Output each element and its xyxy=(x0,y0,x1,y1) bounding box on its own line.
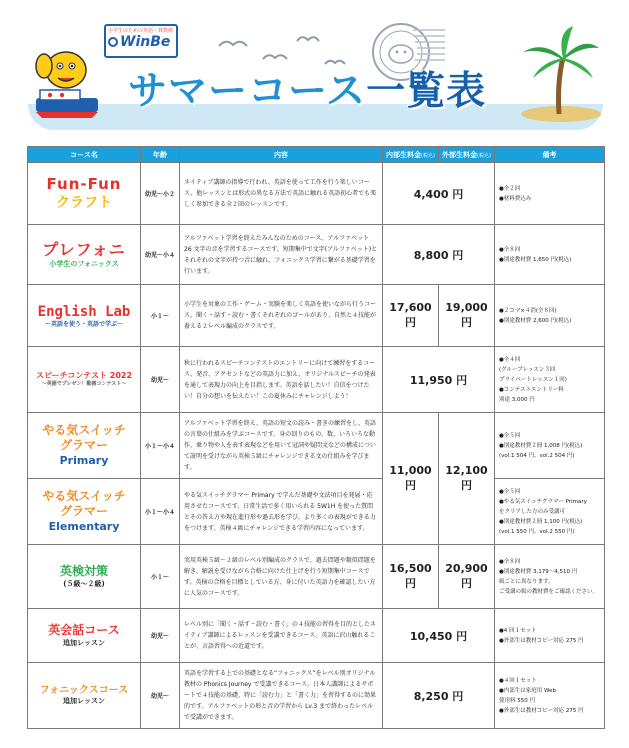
table-row xyxy=(28,479,605,545)
note-line: 使用料 550 円 xyxy=(499,697,535,704)
logo-brand: WinBe xyxy=(120,34,171,50)
fee-external-label: 外部生料金 xyxy=(442,150,478,159)
course-table xyxy=(27,146,605,729)
table-row xyxy=(28,347,605,413)
course-name-cell xyxy=(28,609,141,663)
course-notes xyxy=(495,413,605,479)
course-content: やる気スイッチグラマー Primary で学んだ基礎や文法項目を発展・応用させたコースです。日常生活で多く用いられる 5W1H を使った質問とその答え方や現在進行形や過去形を学び、より多くの表現ができる力をつけます。英検４級にチャレンジできる学習内容になっています。 xyxy=(180,479,383,545)
table-row xyxy=(28,225,605,285)
note-line: ●やる気スイッチグラマー Primary xyxy=(499,498,587,505)
note-line: ご受講の級の教材費をご確認ください。 xyxy=(499,588,599,595)
page-header xyxy=(0,0,629,130)
course-notes xyxy=(495,609,605,663)
column-header-fee-internal xyxy=(383,147,439,163)
course-fee: 8,800 円 xyxy=(383,225,495,285)
note-line: をクリアした方のみ受講可 xyxy=(499,508,566,515)
table-row xyxy=(28,663,605,729)
fee-internal-tax: (税込) xyxy=(421,152,435,159)
course-content: アルファベット学習を終え、英語の短文の読み・書きの練習をし、英語の言葉の仕組みを学ぶコースです。身の回りのもの、数、いろいろな動作、乗り物や人を表す表現などを用いて冠詞や疑問文などの構成について説明を受けながら英検５級にチャレンジできる文の仕組みを学びます。 xyxy=(180,413,383,479)
course-content: ネイティブ講師の指導で行われ、英語を使って工作を行う楽しいコース。他レッスンとは形式の異なる方法で英語に触れる英語初心者でも楽しく参加できる全２回のレッスンです。 xyxy=(180,163,383,225)
course-name: 英会話コース xyxy=(48,623,120,638)
course-name: フォニックスコース xyxy=(39,685,129,697)
fee-internal-label: 内部生料金 xyxy=(386,150,422,159)
course-notes xyxy=(495,545,605,609)
course-subtitle: 小学生のフォニックス xyxy=(49,260,119,269)
note-line: ●全５回 xyxy=(499,488,521,495)
note-line: ●全４回 xyxy=(499,356,521,363)
course-age: 小１～ xyxy=(141,285,180,347)
course-subtitle: 追加レッスン xyxy=(63,638,105,647)
course-name-cell xyxy=(28,285,141,347)
course-age: 幼児～ xyxy=(141,609,180,663)
shared-fee-internal: 11,000 円 xyxy=(383,413,439,545)
course-content: 実用英検５級～２級のレベル別編成のクラスで、過去問題や類似問題を解き、解説を受けながら合格に向けた仕上げを行う短期集中コースです。英検の合格を目標としている方、身に付いた英語力を確認したい方に人気のコースです。 xyxy=(180,545,383,609)
column-header-name: コース名 xyxy=(28,147,141,163)
note-line: ●別途教材費 1,650 円(税込) xyxy=(499,256,572,263)
column-header-notes: 備考 xyxy=(495,147,605,163)
course-age: 幼児～ xyxy=(141,663,180,729)
course-fee-internal: 16,500 円 xyxy=(383,545,439,609)
note-line: ●別途教材費２冊 1,100 円(税込) xyxy=(499,518,583,525)
note-line: (vol.1 504 円、vol.2 504 円) xyxy=(499,452,575,459)
course-name: 英検対策 xyxy=(59,564,108,579)
course-fee: 4,400 円 xyxy=(383,163,495,225)
course-level: Elementary xyxy=(48,519,120,533)
course-age: 幼児～ xyxy=(141,347,180,413)
course-notes xyxy=(495,347,605,413)
course-name-cell xyxy=(28,413,141,479)
course-notes xyxy=(495,479,605,545)
note-line: ●コンテストエントリー料 xyxy=(499,386,564,393)
note-line: ●全８回 xyxy=(499,558,521,565)
course-name-cell xyxy=(28,225,141,285)
course-name: Fun-Fun xyxy=(46,174,122,193)
course-content: 英語を学習する上での基礎となる“フォニックス”をレベル別オリジナル教材の Phonics Journey で受講できるコース。日本人講師によるサポートで４技能の基礎、特に「読む力」と「書く力」を習得するのに効果的です。アルファベットの形と音の学習から Lv.3 まで終わったレベルで受講ができます。 xyxy=(180,663,383,729)
course-notes xyxy=(495,163,605,225)
seagull-icon xyxy=(296,34,320,46)
course-notes xyxy=(495,225,605,285)
course-subtitle: 追加レッスン xyxy=(63,697,105,706)
page-title xyxy=(128,60,486,116)
course-content: 小学生を対象の工作・ゲーム・実験を楽しく英語を使いながら行うコース。聞く・話す・読む・書くそれぞれのゴールがあり、自然と４技能が養える２レベル編成のクラスです。 xyxy=(180,285,383,347)
note-line: ●全２回 xyxy=(499,185,521,192)
column-header-content: 内容 xyxy=(180,147,383,163)
course-fee-external: 19,000 円 xyxy=(439,285,495,347)
table-row xyxy=(28,413,605,479)
note-line: ●別途教材費２冊 1,008 円(税込) xyxy=(499,442,583,449)
note-line: (vol.1 550 円、vol.2 550 円) xyxy=(499,528,575,535)
note-line: ●２コマ×４消(全８回) xyxy=(499,307,557,314)
note-line: ●全８回 xyxy=(499,246,521,253)
course-age: 小１～ xyxy=(141,545,180,609)
course-name-cell xyxy=(28,163,141,225)
course-age: 小１～小４ xyxy=(141,479,180,545)
mascot-icon xyxy=(30,40,110,120)
table-row xyxy=(28,609,605,663)
table-row xyxy=(28,285,605,347)
note-line: 別途 3,000 円 xyxy=(499,396,535,403)
course-subtitle: (５級～２級) xyxy=(63,579,105,588)
course-name: やる気スイッチ xyxy=(42,488,126,503)
course-age: 小１～小４ xyxy=(141,413,180,479)
palm-island-icon xyxy=(513,22,603,122)
logo-tagline: 小学生のための英語・算数塾 xyxy=(108,28,174,34)
column-header-fee-external xyxy=(439,147,495,163)
course-notes xyxy=(495,663,605,729)
course-name-text: プレフォニ xyxy=(42,239,126,259)
course-subtitle: ～英語を使う・英語で学ぶ～ xyxy=(44,320,123,328)
course-fee: 8,250 円 xyxy=(383,663,495,729)
title-main: サマーコース xyxy=(128,69,367,114)
note-line: ●外部生は教材コピー対応 275 円 xyxy=(499,707,584,714)
note-line: プライベートレッスン１回) xyxy=(499,376,567,383)
note-line: ●内部生は家庭用 Web xyxy=(499,687,557,694)
course-name: やる気スイッチ xyxy=(42,422,126,437)
course-subtitle: グラマー xyxy=(59,504,108,519)
course-fee: 11,950 円 xyxy=(383,347,495,413)
logo-swirl-icon xyxy=(108,37,118,47)
brand-logo xyxy=(104,24,178,58)
fee-external-tax: (税込) xyxy=(477,152,491,159)
note-line: ●全５回 xyxy=(499,432,521,439)
column-header-age: 年齢 xyxy=(141,147,180,163)
course-age: 幼児～小４ xyxy=(141,225,180,285)
note-line: ●4 回１セット xyxy=(499,627,537,634)
shared-fee-external: 12,100 円 xyxy=(439,413,495,545)
note-line: ●外部生は教材コピー対応 275 円 xyxy=(499,637,584,644)
course-name-cell xyxy=(28,479,141,545)
course-name: スピーチコンテスト 2022 xyxy=(35,371,133,381)
note-line: 級ごとに異なります。 xyxy=(499,578,554,585)
note-line: ●別途教材費 3,179～4,510 円 xyxy=(499,568,578,575)
course-name-cell xyxy=(28,663,141,729)
note-line: ●別途教材費 2,600 円(税込) xyxy=(499,317,572,324)
course-name xyxy=(28,240,140,261)
course-content: レベル別に「聞く・話す・読む・書く」の４技能の習得を目的としたネイティブ講師によるレッスンを受講できるコース。英語に沢山触れることが、言語習得への近道です。 xyxy=(180,609,383,663)
course-content: 秋に行われるスピーチコンテストのエントリーに向けて練習をするコース。発音、アクセントなどの英語力に加え、オリジナルスピーチの発表を通して表現力の向上を目指します。英語を話したい！自信をつけたい！自分の想いを伝えたい！この夏休みにチャレンジしよう！ xyxy=(180,347,383,413)
note-line: ●材料費込み xyxy=(499,195,532,202)
course-fee-external: 20,900 円 xyxy=(439,545,495,609)
title-accent: 一覧表 xyxy=(366,69,487,114)
course-name-cell xyxy=(28,545,141,609)
course-name-cell xyxy=(28,347,141,413)
course-age: 幼児～小２ xyxy=(141,163,180,225)
table-row xyxy=(28,163,605,225)
course-notes xyxy=(495,285,605,347)
course-name: English Lab xyxy=(37,303,131,320)
table-header-row xyxy=(28,147,605,163)
course-subtitle: グラマー xyxy=(59,438,108,453)
course-subtitle: ～英語でプレゼン！動画コンテスト～ xyxy=(41,381,127,388)
course-fee-internal: 17,600 円 xyxy=(383,285,439,347)
seagull-icon xyxy=(218,38,248,52)
course-subtitle: クラフト xyxy=(56,195,112,212)
note-line: ●４回１セット xyxy=(499,677,537,684)
course-fee: 10,450 円 xyxy=(383,609,495,663)
course-level: Primary xyxy=(59,453,109,467)
course-content: アルファベット学習を終えたみんなのためのコース。アルファベット 26 文字の音を学習するコースです。短期集中で文字(アルファベット)とそれぞれの文字が持つ音に触れ、フォニックス学習に繋がる基礎学習を行います。 xyxy=(180,225,383,285)
table-row xyxy=(28,545,605,609)
note-line: (グループレッスン３回 xyxy=(499,366,556,373)
